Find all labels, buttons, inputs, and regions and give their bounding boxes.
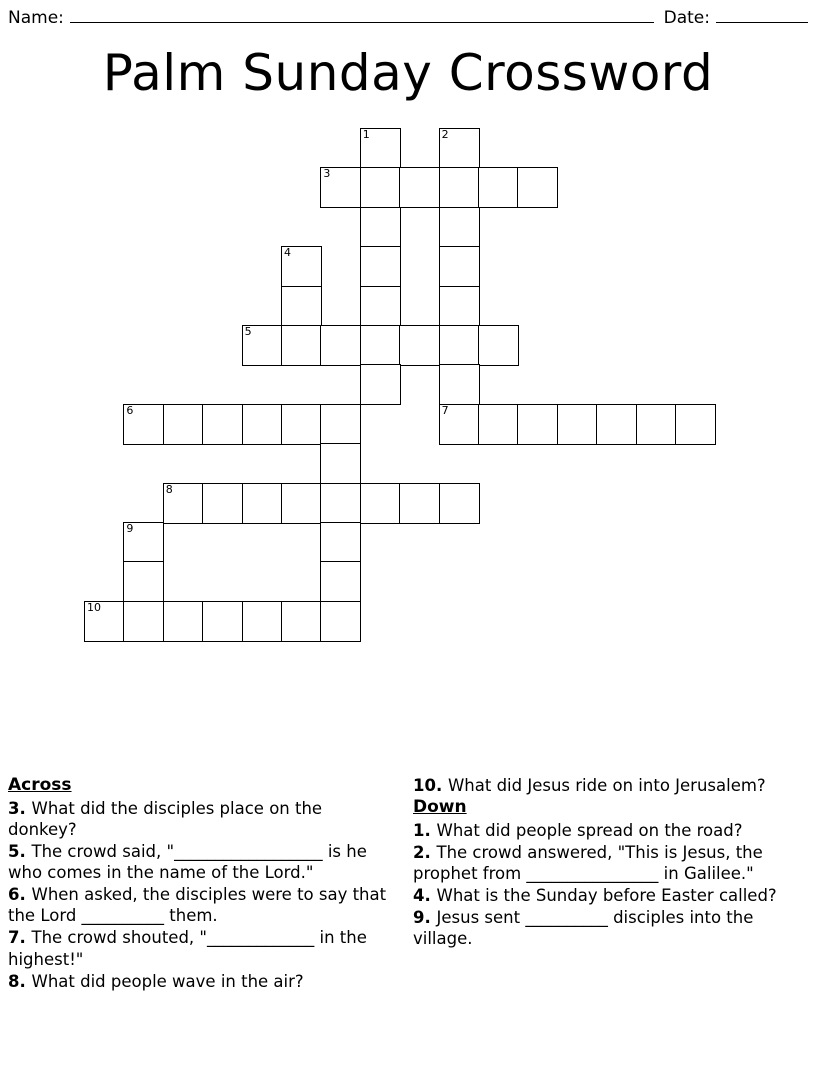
- down-clue: [413, 907, 798, 949]
- across-clue-text: When asked, the disciples were to say that the Lord __________ them.: [8, 885, 387, 926]
- across-clue-number: 6.: [8, 885, 32, 905]
- grid-cell[interactable]: [399, 483, 440, 524]
- down-clue: [413, 885, 798, 906]
- grid-cell-number: 1: [362, 128, 370, 141]
- grid-cell[interactable]: [439, 364, 480, 405]
- across-clue-number: 8.: [8, 971, 32, 991]
- grid-cell[interactable]: [360, 246, 401, 287]
- grid-cell[interactable]: [242, 601, 283, 642]
- grid-cell[interactable]: [123, 404, 164, 445]
- grid-cell[interactable]: [163, 404, 204, 445]
- across-clue: [8, 971, 393, 992]
- across-clue: [8, 798, 393, 840]
- grid-cell[interactable]: [320, 167, 361, 208]
- grid-cell-number: 6: [126, 403, 134, 417]
- grid-cell[interactable]: [636, 404, 677, 445]
- crossword-grid[interactable]: [0, 128, 816, 668]
- grid-cell-number: 2: [441, 128, 449, 141]
- grid-cell[interactable]: [281, 601, 322, 642]
- header-fields: [8, 8, 808, 28]
- down-clue-number: 2.: [413, 842, 437, 862]
- across-clue: [413, 775, 798, 796]
- grid-cell-number: 10: [87, 600, 101, 614]
- grid-cell[interactable]: [399, 167, 440, 208]
- across-clue: [8, 841, 393, 883]
- grid-cell[interactable]: [320, 325, 361, 366]
- down-clue-number: 9.: [413, 908, 437, 928]
- down-clue-text: What did people spread on the road?: [436, 820, 743, 840]
- grid-cell[interactable]: [360, 325, 401, 366]
- grid-cell[interactable]: [320, 561, 361, 602]
- grid-cell[interactable]: [557, 404, 598, 445]
- crossword-grid-container: [0, 128, 816, 668]
- grid-cell-number: 4: [284, 246, 291, 260]
- down-clue-text: Jesus sent __________ disciples into the village.: [413, 908, 754, 949]
- across-clue-text: The crowd said, "__________________ is he who comes in the name of the Lord.": [8, 841, 367, 883]
- across-clue-text: What did people wave in the air?: [31, 971, 304, 991]
- grid-cell[interactable]: [675, 404, 716, 445]
- grid-cell[interactable]: [517, 404, 558, 445]
- down-clue-list: [413, 820, 798, 950]
- across-heading: Across: [8, 775, 72, 795]
- grid-cell[interactable]: [202, 483, 243, 524]
- grid-cell[interactable]: [596, 404, 637, 445]
- grid-cell[interactable]: [202, 404, 243, 445]
- clues-column-left: [8, 775, 393, 993]
- clues-column-right: [413, 775, 798, 951]
- date-blank-line[interactable]: [716, 22, 808, 23]
- grid-cell[interactable]: [439, 404, 480, 445]
- grid-cell-number: 3: [323, 167, 331, 181]
- date-label: Date:: [663, 8, 710, 28]
- grid-cell[interactable]: [320, 404, 361, 445]
- across-clue-number: 3.: [8, 798, 32, 818]
- down-clue-number: 1.: [413, 820, 437, 840]
- grid-cell[interactable]: [399, 325, 440, 366]
- across-clue: [8, 927, 393, 969]
- grid-cell[interactable]: [281, 246, 322, 287]
- across-clue: [8, 884, 393, 926]
- grid-cell-number: 7: [441, 403, 449, 417]
- down-clue-text: The crowd answered, "This is Jesus, the prophet from ________________ in Galilee.": [413, 842, 763, 884]
- grid-cell[interactable]: [281, 483, 322, 524]
- across-clue-text: What did the disciples place on the donkey?: [8, 798, 323, 839]
- grid-cell-number: 8: [165, 482, 173, 496]
- grid-cell[interactable]: [478, 325, 519, 366]
- grid-cell[interactable]: [478, 167, 519, 208]
- across-clue-number: 5.: [8, 841, 32, 861]
- grid-cell[interactable]: [320, 443, 361, 484]
- grid-cell[interactable]: [320, 483, 361, 524]
- grid-cell[interactable]: [281, 325, 322, 366]
- grid-cell-number: 5: [244, 325, 252, 338]
- grid-cell[interactable]: [360, 167, 401, 208]
- grid-cell[interactable]: [439, 483, 480, 524]
- clues-section: [8, 775, 808, 1075]
- down-clue: [413, 842, 798, 884]
- name-label: Name:: [8, 8, 64, 28]
- grid-cell[interactable]: [360, 128, 401, 169]
- grid-cell-number: 9: [126, 522, 134, 535]
- page-title: Palm Sunday Crossword: [102, 44, 714, 102]
- grid-cell[interactable]: [320, 522, 361, 563]
- grid-cell[interactable]: [202, 601, 243, 642]
- across-clue-list: [8, 798, 393, 992]
- grid-cell[interactable]: [84, 601, 125, 642]
- name-blank-line[interactable]: [70, 22, 654, 23]
- across-clue-list-overflow: [413, 775, 798, 796]
- down-clue: [413, 820, 798, 841]
- grid-cell[interactable]: [242, 325, 283, 366]
- grid-cell[interactable]: [439, 246, 480, 287]
- grid-cell[interactable]: [242, 404, 283, 445]
- grid-cell[interactable]: [439, 167, 480, 208]
- grid-cell[interactable]: [360, 483, 401, 524]
- down-clue-text: What is the Sunday before Easter called?: [436, 886, 777, 906]
- grid-cell[interactable]: [281, 286, 322, 327]
- grid-cell[interactable]: [123, 522, 164, 563]
- grid-cell[interactable]: [163, 601, 204, 642]
- grid-cell[interactable]: [242, 483, 283, 524]
- grid-cell[interactable]: [439, 286, 480, 327]
- grid-cell[interactable]: [517, 167, 558, 208]
- grid-cell[interactable]: [478, 404, 519, 445]
- grid-cell[interactable]: [320, 601, 361, 642]
- grid-cell[interactable]: [281, 404, 322, 445]
- down-clue-number: 4.: [413, 886, 437, 906]
- grid-cell[interactable]: [439, 128, 480, 169]
- grid-cell[interactable]: [123, 601, 164, 642]
- grid-cell[interactable]: [360, 286, 401, 327]
- grid-cell[interactable]: [360, 364, 401, 405]
- across-clue-text: What did Jesus ride on into Jerusalem?: [447, 776, 766, 795]
- grid-cell[interactable]: [163, 483, 204, 524]
- grid-cell[interactable]: [360, 207, 401, 248]
- grid-cell[interactable]: [123, 561, 164, 602]
- down-heading: Down: [413, 797, 467, 818]
- across-clue-number: 7.: [8, 928, 32, 948]
- across-clue-text: The crowd shouted, "_____________ in the highest!": [8, 928, 367, 969]
- grid-cell[interactable]: [439, 207, 480, 248]
- across-clue-number: 10.: [413, 776, 448, 795]
- grid-cell[interactable]: [439, 325, 480, 366]
